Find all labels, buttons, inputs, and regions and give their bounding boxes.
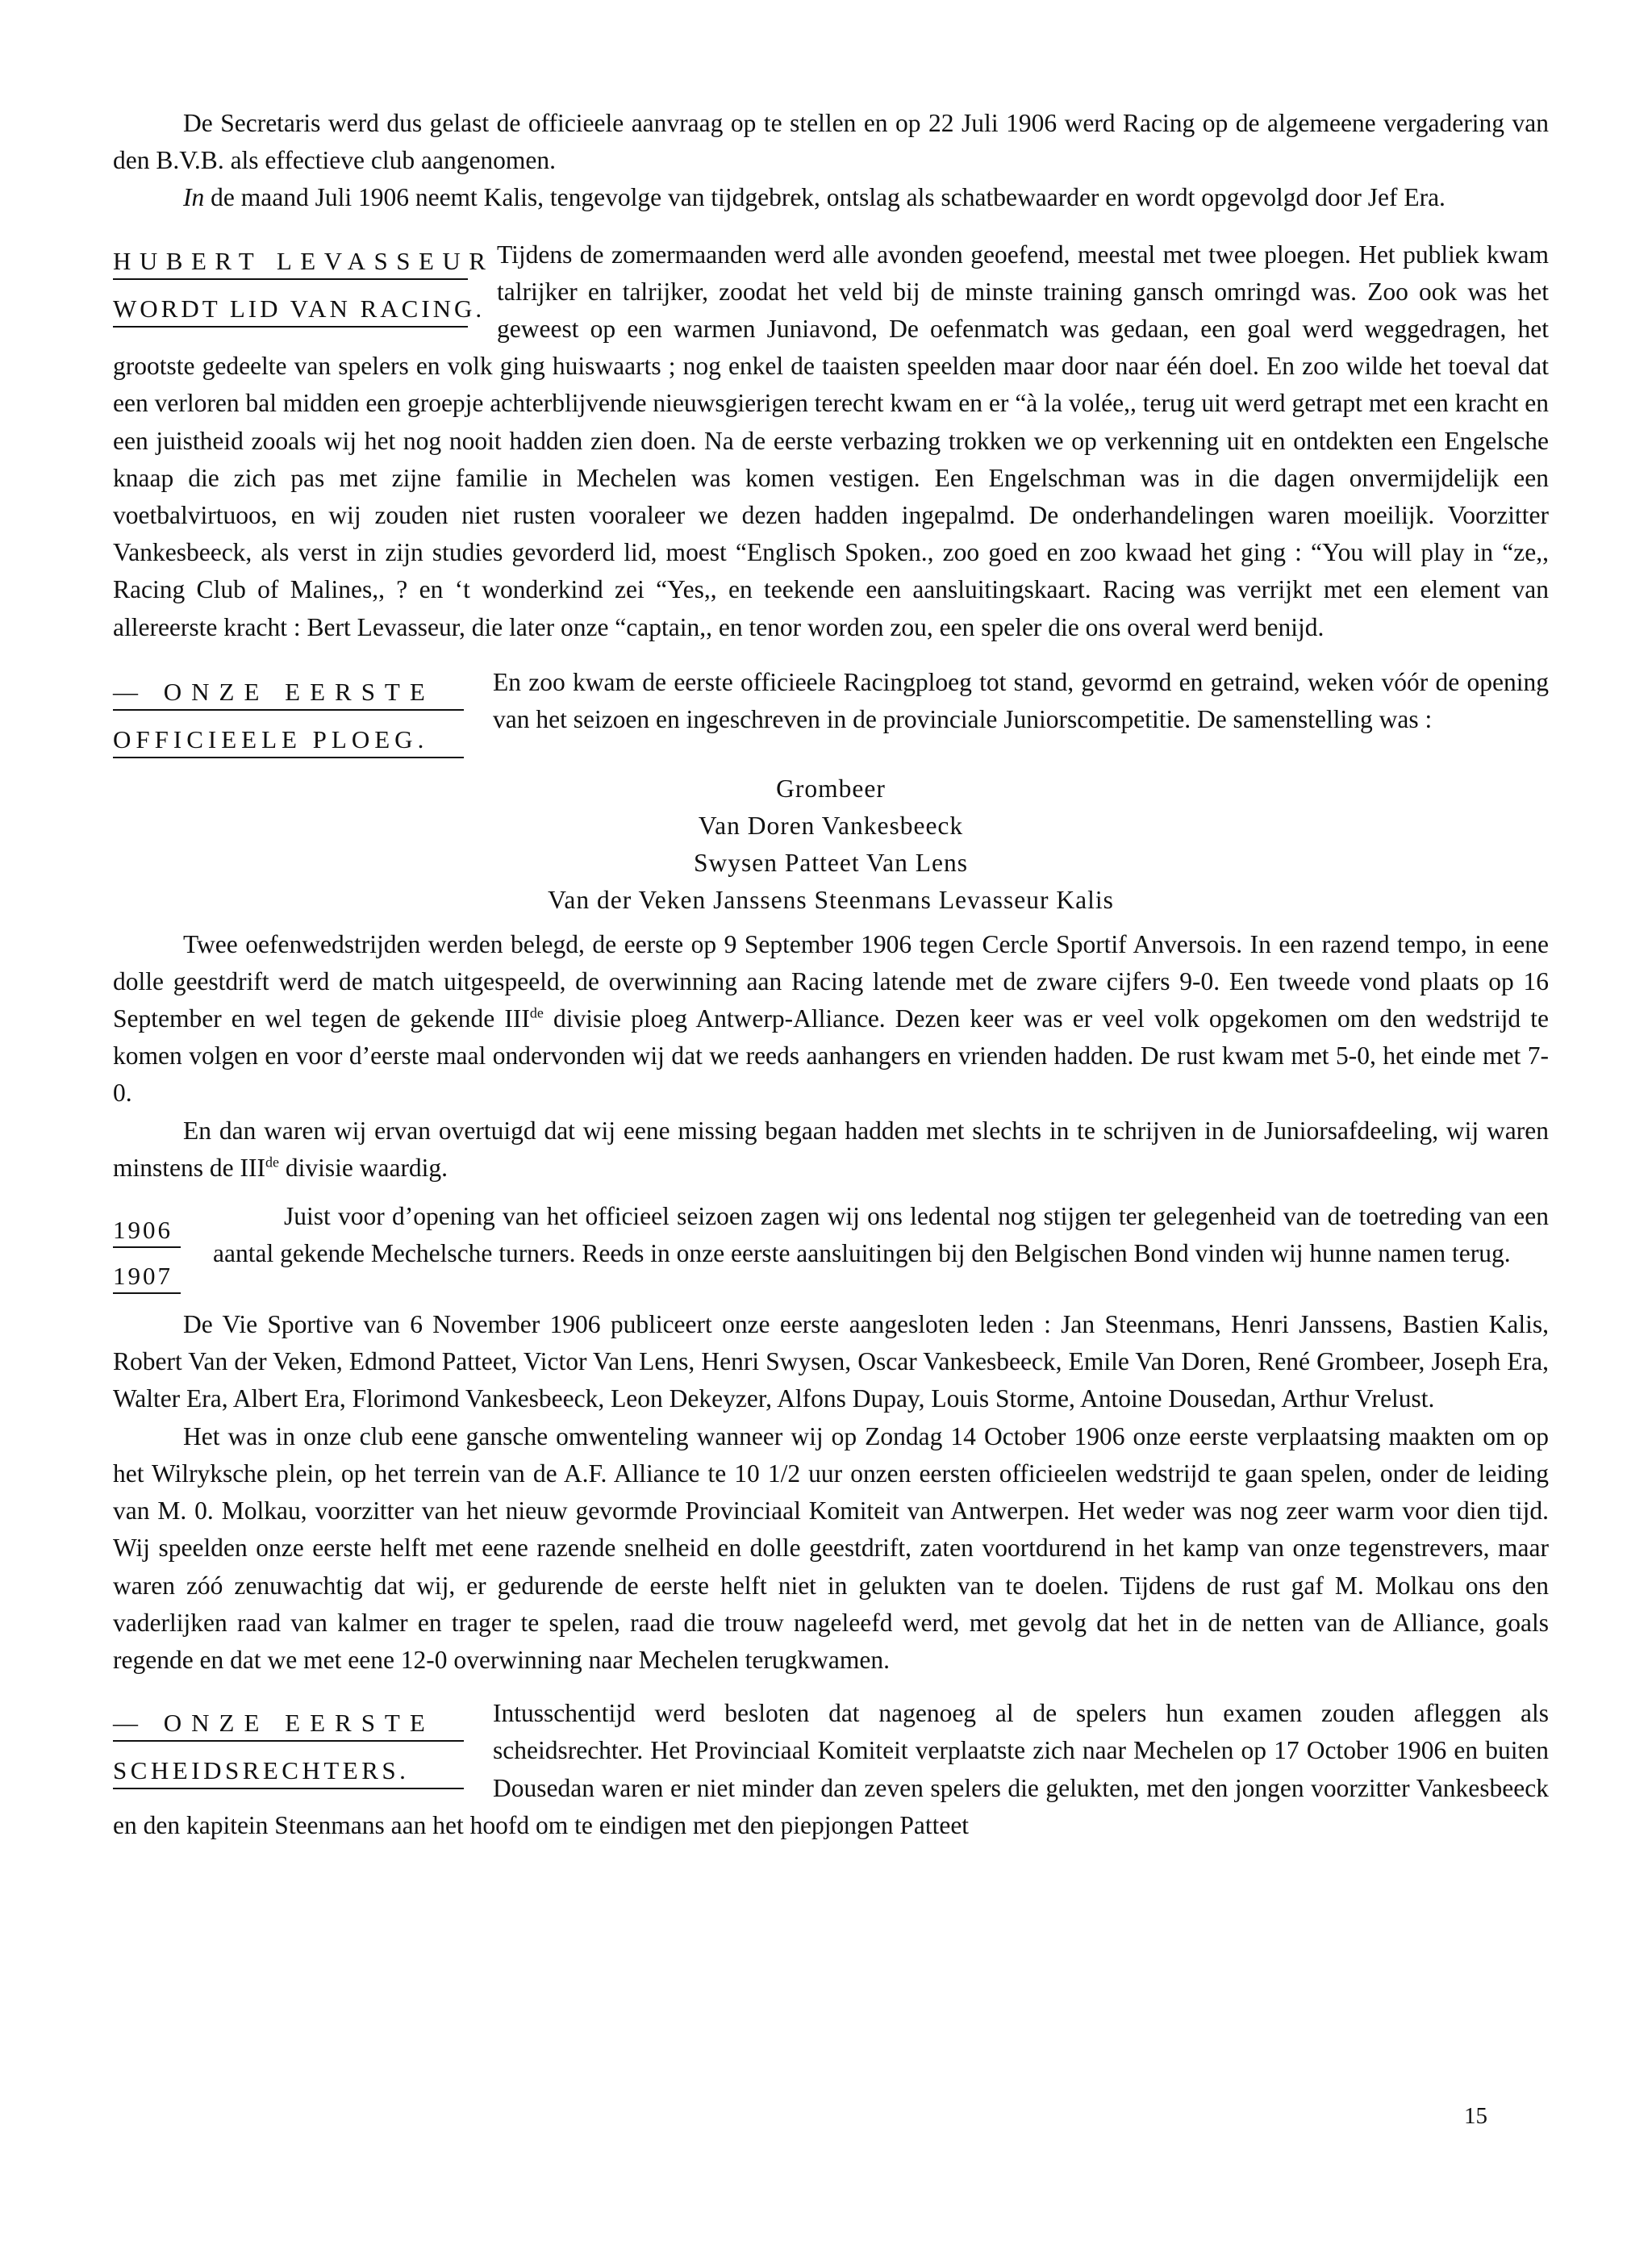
paragraph-missing <box>113 1112 1549 1187</box>
sidenote-heading-line: — ONZE EERSTE <box>113 670 464 711</box>
superscript: de <box>265 1154 279 1171</box>
sidenote-heading-line: — ONZE EERSTE <box>113 1701 464 1742</box>
paragraph-vie-sportive: De Vie Sportive van 6 November 1906 publiceert onze eerste aangesloten leden : Jan Steenmans, Henri Janssens, Bastien Kalis, Robert Van der Veken, Edmond Patteet, Victor Van Lens, Henri Swysen, Oscar Vankesbeeck, Emile Van Doren, René Grombeer, Joseph Era, Walter Era, Albert Era, Florimond Vankesbeeck, Leon Dekeyzer, Alfons Dupay, Louis Storme, Antoine Dousedan, Arthur Vrelust. <box>113 1310 1549 1413</box>
season-year: 1906 <box>113 1209 181 1248</box>
paragraph-scheidsrechters: Intusschentijd werd besloten dat nagenoeg al de spelers hun examen zouden afleggen als scheidsrechter. Het Provinciaal Komiteit verplaatste zich naar Mechelen op 17 October 1906 en buiten Dousedan waren er niet minder dan zeven spelers die gelukten, met den jongen voorzitter Vankesbeeck en den kapitein Steenmans aan het hoofd om te eindigen met den piepjongen Patteet <box>113 1699 1549 1839</box>
sidenote-levasseur <box>113 240 494 335</box>
paragraph-secretaris: De Secretaris werd dus gelast de officieele aanvraag op te stellen en op 22 Juli 1906 werd Racing op de algemeene vergadering van den B.V.B. als effectieve club aangenomen. <box>113 109 1549 175</box>
lineup-row: Swysen Patteet Van Lens <box>694 849 968 878</box>
lineup-row: Van der Veken Janssens Steenmans Levasseur Kalis <box>548 886 1114 915</box>
lineup-row: Van Doren Vankesbeeck <box>698 812 964 841</box>
sidenote-scheidsrechters <box>113 1701 464 1797</box>
text-run: divisie waardig. <box>278 1153 448 1182</box>
text-run: Twee oefenwedstrijden werden belegd, de eerste op 9 September 1906 tegen Cercle Sportif Anversois. In een razend tempo, in eene dolle geestdrift werd de match uitgespeeld, de overwinning aan Racing latende met de zware cijfers 9-0. Een tweede vond plaats op 16 September en wel tegen de gekende <box>113 929 1549 1033</box>
italic-lead-word: In <box>183 183 205 212</box>
page-number: 15 <box>1464 2103 1487 2129</box>
team-lineup <box>113 770 1549 920</box>
roman-numeral: III <box>504 1004 530 1033</box>
paragraph-omwenteling: Het was in onze club eene gansche omwenteling wanneer wij op Zondag 14 October 1906 onze eerste verplaatsing maakten om op het Wilryksche plein, op het terrein van de A.F. Alliance te 10 1/2 uur onzen eersten officieelen wedstrijd te gaan spelen, onder de leiding van M. 0. Molkau, voorzitter van het nieuw gevormde Provinciaal Komiteit van Antwerpen. Het weder was nog zeer warm voor dien tijd. Wij speelden onze eerste helft met eene razende snelheid en dolle geestdrift, zaten voortdurend in het kamp van onze tegenstrevers, maar waren zóó zenuwachtig dat wij, er gedurende de eerste helft niet in gelukten van te doelen. Tijdens de rust gaf M. Molkau ons den vaderlijken raad van kalmer en trager te spelen, raad die trouw nageleefd werd, met gevolg dat het in de netten van de Alliance, goals regende en dat we met eene 12-0 overwinning naar Mechelen terugkwamen. <box>113 1421 1549 1674</box>
season-year: 1907 <box>113 1255 181 1294</box>
sidenote-eerste-ploeg <box>113 670 464 766</box>
sidenote-heading-line: WORDT LID VAN RACING. <box>113 287 468 328</box>
sidenote-season <box>113 1209 181 1301</box>
paragraph-kalis-text: de maand Juli 1906 neemt Kalis, tengevolge van tijdgebrek, ontslag als schatbewaarder en wordt opgevolgd door Jef Era. <box>204 183 1446 212</box>
document-body <box>113 105 1549 1844</box>
lineup-row: Grombeer <box>776 774 886 803</box>
paragraph-ledental: Juist voor d’opening van het officieel seizoen zagen wij ons ledental nog stijgen ter gelegenheid van de toetreding van een aantal gekende Mechelsche turners. Reeds in onze eerste aansluitingen bij den Belgischen Bond vinden wij hunne namen terug. <box>213 1202 1549 1268</box>
paragraph-oefenwedstrijden <box>113 926 1549 1112</box>
paragraph-eerste-ploeg: En zoo kwam de eerste officieele Racingploeg tot stand, gevormd en getraind, weken vóór de opening van het seizoen en ingeschreven in de provinciale Juniorscompetitie. De samenstelling was : <box>493 667 1549 734</box>
sidenote-heading-line: SCHEIDSRECHTERS. <box>113 1749 464 1789</box>
paragraph-levasseur: Tijdens de zomermaanden werd alle avonden geoefend, meestal met twee ploegen. Het publiek kwam talrijker en talrijker, zoodat het veld bij de minste training gansch omringd was. Zoo ook was het geweest op een warmen Juniavond, De oefenmatch was gedaan, een goal werd weggedragen, het grootste gedeelte van spelers en volk ging huiswaarts ; nog enkel de taaisten speelden maar door naar één doel. En zoo wilde het toeval dat een verloren bal midden een groepje achterblijvende nieuwsgierigen terecht kwam en er “à la volée,, terug uit werd getrapt met een kracht en een juistheid zooals wij het nog nooit hadden zien doen. Na de eerste verbazing trokken we op verkenning uit en ontdekten een Engelsche knaap die zich pas met zijne familie in Mechelen was komen vestigen. Een Engelschman was in die dagen onvermijdelijk een voetbalvirtuoos, en wij zouden niet rusten vooraleer we dezen hadden ingepalmd. De onderhandelingen waren moeilijk. Voorzitter Vankesbeeck, als verst in zijn studies gevorderd lid, moest “Englisch Spoken., zoo goed en zoo kwaad het ging : “You will play in “ze,, Racing Club of Malines,, ? en ‘t wonderkind zei “Yes,, en teekende een aansluitingskaart. Racing was verrijkt met een element van allereerste kracht : Bert Levasseur, die later onze “captain,, en tenor worden zou, een speler die ons overal werd benijd. <box>113 240 1549 641</box>
text-run: En dan waren wij ervan overtuigd dat wij eene missing begaan hadden met slechts in te schrijven in de Juniorsafdeeling, wij waren minstens de <box>113 1116 1549 1182</box>
sidenote-heading-line: HUBERT LEVASSEUR <box>113 240 468 280</box>
sidenote-heading-line: OFFICIEELE PLOEG. <box>113 718 464 758</box>
paragraph-kalis <box>113 179 1549 216</box>
text-run: divisie ploeg Antwerp-Alliance. Dezen keer was er veel volk opgekomen om den wedstrijd te komen volgen en voor d’eerste maal ondervonden wij dat we reeds aanhangers en vrienden hadden. De rust kwam met 5-0, het einde met 7-0. <box>113 1004 1549 1108</box>
superscript: de <box>529 1004 544 1021</box>
roman-numeral: III <box>240 1153 265 1182</box>
